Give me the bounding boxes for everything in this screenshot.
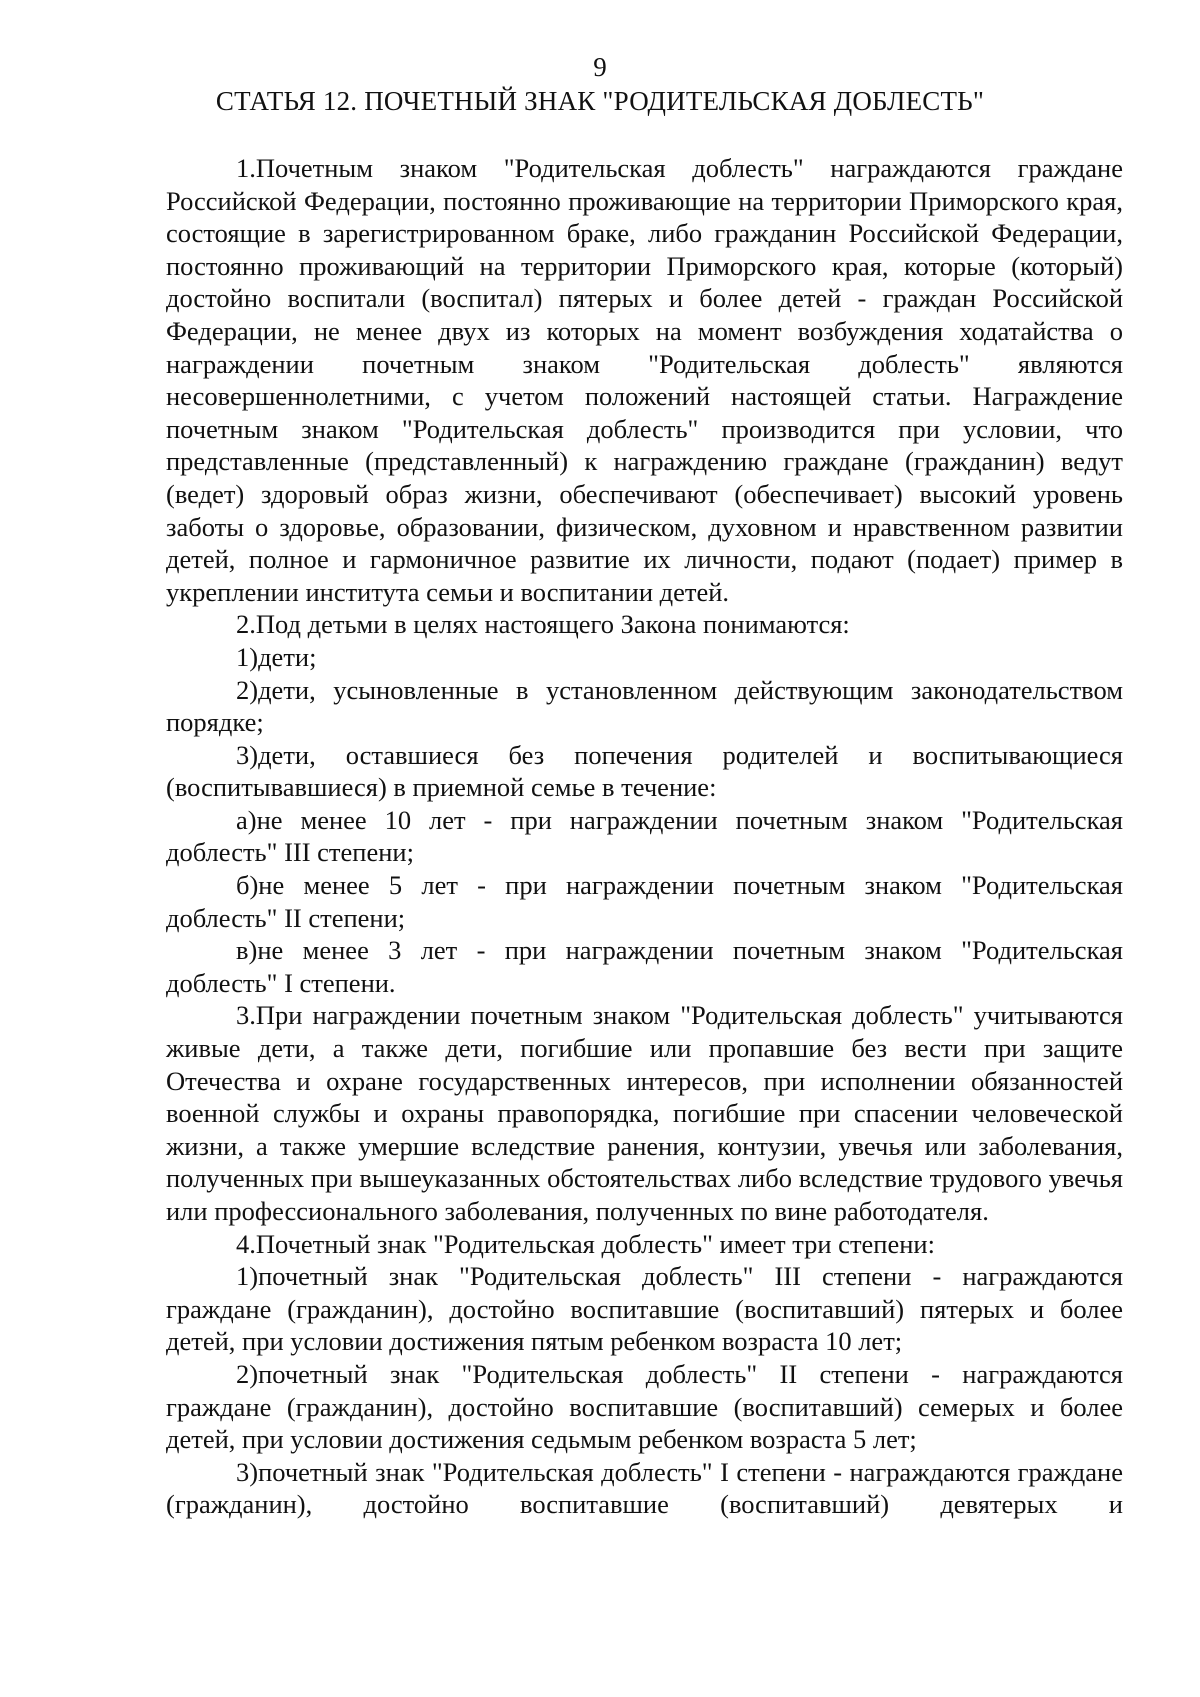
list-item-children-2: 2)дети, усыновленные в установленном действующим законодательством порядке; (166, 674, 1123, 738)
article-body (166, 152, 1123, 1521)
list-item-children-3: 3)дети, оставшиеся без попечения родителей и воспитывающиеся (воспитывавшиеся) в приемной семье в течение: (166, 739, 1123, 803)
list-item-children-1: 1)дети; (236, 641, 317, 672)
list-item-degree-3: 1)почетный знак "Родительская доблесть" III степени - награждаются граждане (гражданин), достойно воспитавшие (воспитавший) пятерых и более детей, при условии достижения пятым ребенком возраста 10 лет; (166, 1261, 1123, 1357)
paragraph-2: 2.Под детьми в целях настоящего Закона понимаются: (236, 609, 850, 640)
list-item-degree-2: 2)почетный знак "Родительская доблесть" II степени - награждаются граждане (гражданин), достойно воспитавшие (воспитавший) семерых и более детей, при условии достижения седьмым ребенком возраста 5 лет; (166, 1358, 1123, 1455)
paragraph-1: 1.Почетным знаком "Родительская доблесть" награждаются граждане Российской Федерации, постоянно проживающие на территории Приморского края, состоящие в зарегистрированном браке, либо гражданин Российской Федерации, постоянно проживающий на территории Приморского края, которые (который) достойно воспитали (воспитал) пятерых и более детей - граждан Российской Федерации, не менее двух из которых на момент возбуждения ходатайства о награждении почетным знаком "Родительская доблесть" являются несовершеннолетними, с учетом положений настоящей статьи. Награждение почетным знаком "Родительская доблесть" производится при условии, что представленные (представленный) к награждению граждане (гражданин) ведут (ведет) здоровый образ жизни, обеспечивают (обеспечивает) высокий уровень заботы о здоровье, образовании, физическом, духовном и нравственном развитии детей, полное и гармоничное развитие их личности, подают (подает) пример в укреплении института семьи и воспитании детей. (166, 153, 1123, 607)
list-item-degree-1: 3)почетный знак "Родительская доблесть" I степени - награждаются граждане (гражданин), достойно воспитавшие (воспитавший) девятерых и (166, 1456, 1123, 1520)
list-item-term-a: а)не менее 10 лет - при награждении почетным знаком "Родительская доблесть" III степени; (166, 804, 1123, 868)
list-item-term-b: б)не менее 5 лет - при награждении почетным знаком "Родительская доблесть" II степени; (166, 870, 1123, 933)
paragraph-4: 4.Почетный знак "Родительская доблесть" имеет три степени: (236, 1228, 935, 1259)
page-number: 9 (593, 52, 607, 82)
list-item-term-v: в)не менее 3 лет - при награждении почетным знаком "Родительская доблесть" I степени. (166, 935, 1123, 998)
article-title: СТАТЬЯ 12. ПОЧЕТНЫЙ ЗНАК "РОДИТЕЛЬСКАЯ ДОБЛЕСТЬ" (215, 86, 985, 116)
paragraph-3: 3.При награждении почетным знаком "Родительская доблесть" учитываются живые дети, а также дети, погибшие или пропавшие без вести при защите Отечества и охране государственных интересов, при исполнении обязанностей военной службы и охраны правопорядка, погибшие при спасении человеческой жизни, а также умершие вследствие ранения, контузии, увечья или заболевания, полученных при вышеуказанных обстоятельствах либо вследствие трудового увечья или профессионального заболевания, полученных по вине работодателя. (166, 1000, 1123, 1226)
